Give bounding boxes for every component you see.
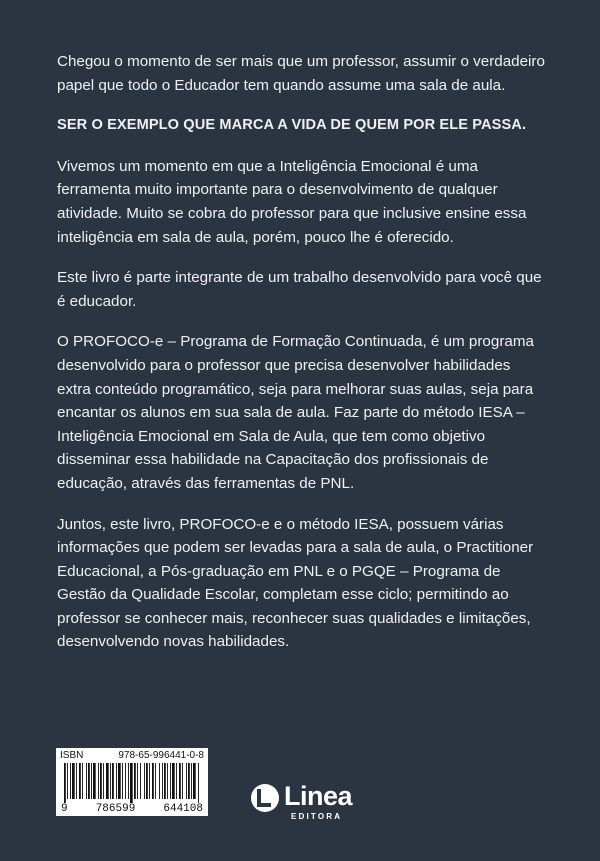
- paragraph-emotional-intelligence: Vivemos um momento em que a Inteligência Emocional é uma ferramenta muito importante para o desenvolvimento de qualquer atividade. Muito se cobra do professor para que inclusive ensine essa inteligência em sala de aula, porém, pouco lhe é oferecido.: [57, 157, 527, 246]
- barcode-icon: [60, 763, 204, 803]
- isbn-label: ISBN: [60, 750, 84, 761]
- isbn-number: 978-65-996441-0-8: [118, 750, 204, 761]
- headline: SER O EXEMPLO QUE MARCA A VIDA DE QUEM POR ELE PASSA.: [57, 117, 527, 134]
- paragraph-book-purpose: Este livro é parte integrante de um trabalho desenvolvido para você que é educador.: [57, 269, 542, 310]
- isbn-digits-right: 644108: [163, 803, 203, 815]
- isbn-header: [60, 750, 204, 761]
- isbn-barcode-block: [56, 748, 208, 816]
- intro-paragraph: Chegou o momento de ser mais que um professor, assumir o verdadeiro papel que todo o Educador tem quando assume uma sala de aula.: [57, 53, 545, 94]
- isbn-digits-left: 786599: [95, 803, 136, 815]
- publisher-subtitle: EDITORA: [291, 812, 343, 821]
- isbn-digit-lead: 9: [61, 803, 68, 815]
- back-cover-text: [57, 50, 547, 671]
- linea-logo-icon: [250, 783, 280, 813]
- isbn-digits: [60, 803, 204, 815]
- paragraph-profoco: O PROFOCO-e – Programa de Formação Continuada, é um programa desenvolvido para o professor que precisa desenvolver habilidades extra conteúdo programático, seja para melhorar suas aulas, seja para encantar os alunos em sua sala de aula. Faz parte do método IESA – Inteligência Emocional em Sala de Aula, que tem como objetivo disseminar essa habilidade na Capacitação dos profissionais de educação, através das ferramentas de PNL.: [57, 333, 534, 492]
- publisher-logo: [250, 781, 353, 831]
- paragraph-together: Juntos, este livro, PROFOCO-e e o método IESA, possuem várias informações que podem ser levadas para a sala de aula, o Practitioner Educacional, a Pós-graduação em PNL e o PGQE – Programa de Gestão da Qualidade Escolar, completam esse ciclo; permitindo ao professor se conhecer mais, reconhecer suas qualidades e limitações, desenvolvendo novas habilidades.: [57, 515, 534, 651]
- publisher-name: Linea: [284, 781, 353, 811]
